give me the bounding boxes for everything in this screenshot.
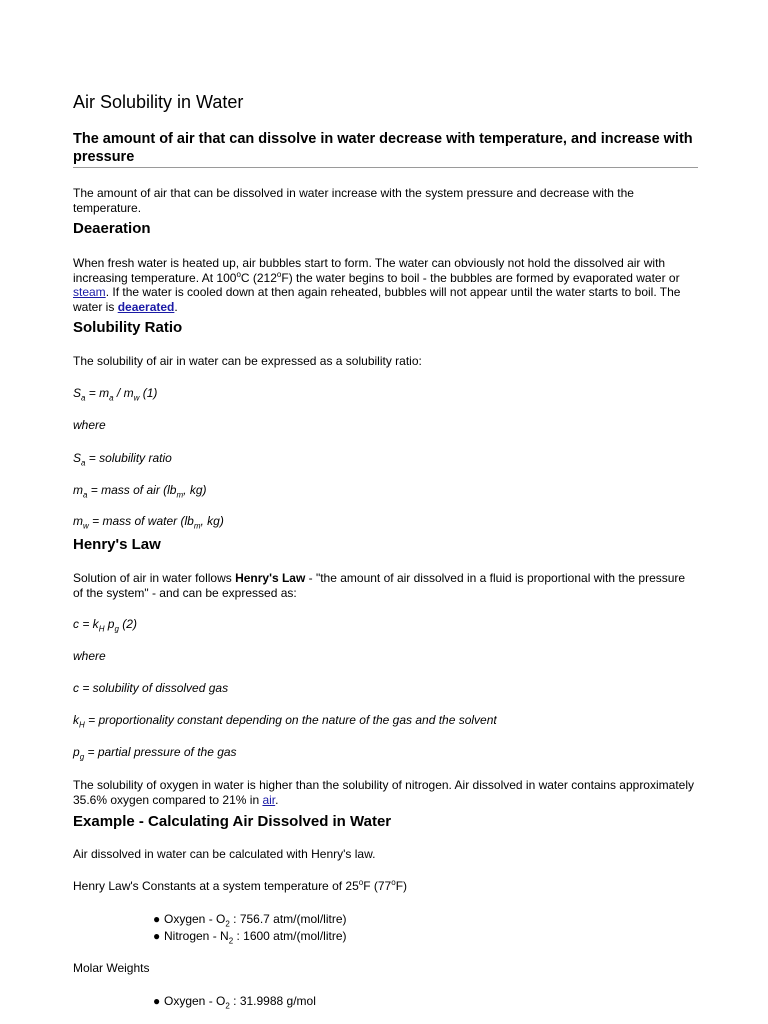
list-item bbox=[153, 912, 347, 927]
example-intro: Air dissolved in water can be calculated with Henry's law. bbox=[73, 847, 376, 861]
def-subscript: w bbox=[83, 521, 89, 531]
def-text: , kg) bbox=[183, 483, 207, 497]
deaeration-text: When fresh water is heated up, air bubbles start to form. The water can obviously not hold the dissolved air with increasing temperature. At 100 bbox=[73, 256, 666, 285]
def-text: = partial pressure of the gas bbox=[84, 745, 237, 759]
eq-subscript: a bbox=[109, 393, 114, 403]
def-subscript: H bbox=[79, 720, 85, 730]
bullet-icon: ● bbox=[153, 994, 161, 1008]
henry-text: Solution of air in water follows bbox=[73, 571, 236, 585]
equation-1 bbox=[73, 386, 157, 401]
eq-symbol: c = k bbox=[73, 617, 99, 631]
eq-subscript: a bbox=[81, 393, 86, 403]
degree-symbol: o bbox=[391, 878, 396, 887]
definition-ma bbox=[73, 483, 207, 498]
eq-subscript: H bbox=[98, 624, 105, 634]
eq-subscript: w bbox=[133, 393, 140, 403]
deaerated-link[interactable]: deaerated bbox=[117, 299, 175, 314]
deaeration-text: F) the water begins to boil - the bubbles are formed by evaporated water or bbox=[281, 270, 680, 285]
list-item bbox=[153, 929, 347, 944]
list-item-subscript: 2 bbox=[228, 936, 234, 946]
def-symbol: p bbox=[73, 745, 80, 759]
henry-text: - "the amount of air dissolved in a fluid is proportional with the pressure of the system" - and can be expressed as: bbox=[73, 571, 686, 600]
list-item-text: : 1600 atm/(mol/litre) bbox=[233, 929, 347, 943]
subtitle-divider bbox=[73, 167, 698, 168]
solubility-ratio-intro: The solubility of air in water can be expressed as a solubility ratio: bbox=[73, 354, 422, 368]
page-title: Air Solubility in Water bbox=[73, 92, 244, 112]
steam-link[interactable]: steam bbox=[73, 285, 106, 299]
def-subscript: a bbox=[81, 458, 86, 468]
constants-text: F) bbox=[395, 879, 408, 893]
constants-text: F (77 bbox=[363, 879, 392, 893]
list-item-text: : 756.7 atm/(mol/litre) bbox=[229, 912, 347, 926]
def-text: = mass of air (lb bbox=[87, 483, 177, 497]
eq-subscript: g bbox=[114, 624, 119, 634]
oxygen-text: . bbox=[275, 792, 279, 807]
def-subscript: m bbox=[176, 490, 184, 500]
eq-number: (2) bbox=[118, 617, 137, 631]
list-item-text: Nitrogen - N bbox=[164, 929, 229, 943]
deaeration-text: . If the water is cooled down at then again reheated, bubbles will not appear until the water starts to boil. The water is bbox=[73, 285, 681, 314]
oxygen-text: The solubility of oxygen in water is higher than the solubility of nitrogen. Air dissolved in water contains approximately 35.6% oxygen compared to 21% in bbox=[73, 778, 694, 807]
def-text: = solubility ratio bbox=[85, 451, 172, 465]
eq-number: (1) bbox=[139, 386, 158, 400]
example-heading: Example - Calculating Air Dissolved in Water bbox=[73, 813, 392, 830]
molar-weights-label: Molar Weights bbox=[73, 961, 150, 975]
air-link[interactable]: air bbox=[262, 792, 276, 807]
oxygen-paragraph bbox=[73, 778, 698, 807]
list-item-text: : 31.9988 g/mol bbox=[229, 994, 316, 1008]
degree-symbol: o bbox=[276, 269, 282, 279]
deaeration-heading: Deaeration bbox=[73, 220, 151, 237]
degree-symbol: o bbox=[358, 878, 364, 887]
def-symbol: m bbox=[73, 483, 83, 497]
eq-symbol: p bbox=[104, 617, 115, 631]
equation-2 bbox=[73, 617, 137, 632]
def-subscript: g bbox=[79, 752, 85, 762]
definition-pg bbox=[73, 745, 237, 760]
intro-paragraph: The amount of air that can be dissolved in water increase with the system pressure and decrease with the temperature. bbox=[73, 186, 634, 215]
definition-mw bbox=[73, 514, 224, 529]
def-text: = mass of water (lb bbox=[88, 514, 194, 528]
henrys-law-bold: Henry's Law bbox=[235, 571, 306, 585]
degree-symbol: o bbox=[236, 269, 241, 279]
deaeration-text: C (212 bbox=[240, 270, 277, 285]
list-item-text: Oxygen - O bbox=[164, 912, 226, 926]
def-symbol: m bbox=[73, 514, 83, 528]
henrys-law-heading: Henry's Law bbox=[73, 536, 161, 553]
definition-c: c = solubility of dissolved gas bbox=[73, 681, 229, 695]
definition-kh bbox=[73, 713, 497, 728]
list-item-text: Oxygen - O bbox=[164, 994, 226, 1008]
def-symbol: S bbox=[73, 451, 82, 465]
eq-symbol: = m bbox=[85, 386, 110, 400]
list-item-subscript: 2 bbox=[225, 1001, 230, 1011]
constants-text: Henry Law's Constants at a system temperature of 25 bbox=[73, 879, 359, 893]
eq-symbol: S bbox=[73, 386, 82, 400]
bullet-icon: ● bbox=[153, 929, 161, 943]
list-item bbox=[153, 994, 316, 1009]
def-subscript: a bbox=[83, 490, 88, 500]
def-subscript: m bbox=[193, 521, 201, 531]
eq-symbol: / m bbox=[113, 386, 134, 400]
definition-sa bbox=[73, 451, 172, 466]
page-subtitle: The amount of air that can dissolve in water decrease with temperature, and increase with pressure bbox=[73, 131, 693, 165]
list-item-subscript: 2 bbox=[225, 919, 230, 929]
deaeration-paragraph bbox=[73, 256, 698, 314]
where-label: where bbox=[73, 649, 106, 663]
henrys-law-paragraph bbox=[73, 571, 698, 600]
deaeration-text: . bbox=[174, 299, 178, 314]
def-text: , kg) bbox=[200, 514, 224, 528]
bullet-icon: ● bbox=[153, 912, 161, 926]
def-text: = proportionality constant depending on the nature of the gas and the solvent bbox=[84, 713, 497, 727]
where-label: where bbox=[73, 418, 106, 432]
def-symbol: k bbox=[73, 713, 79, 727]
solubility-ratio-heading: Solubility Ratio bbox=[73, 319, 183, 336]
henry-constants-label bbox=[73, 879, 407, 894]
